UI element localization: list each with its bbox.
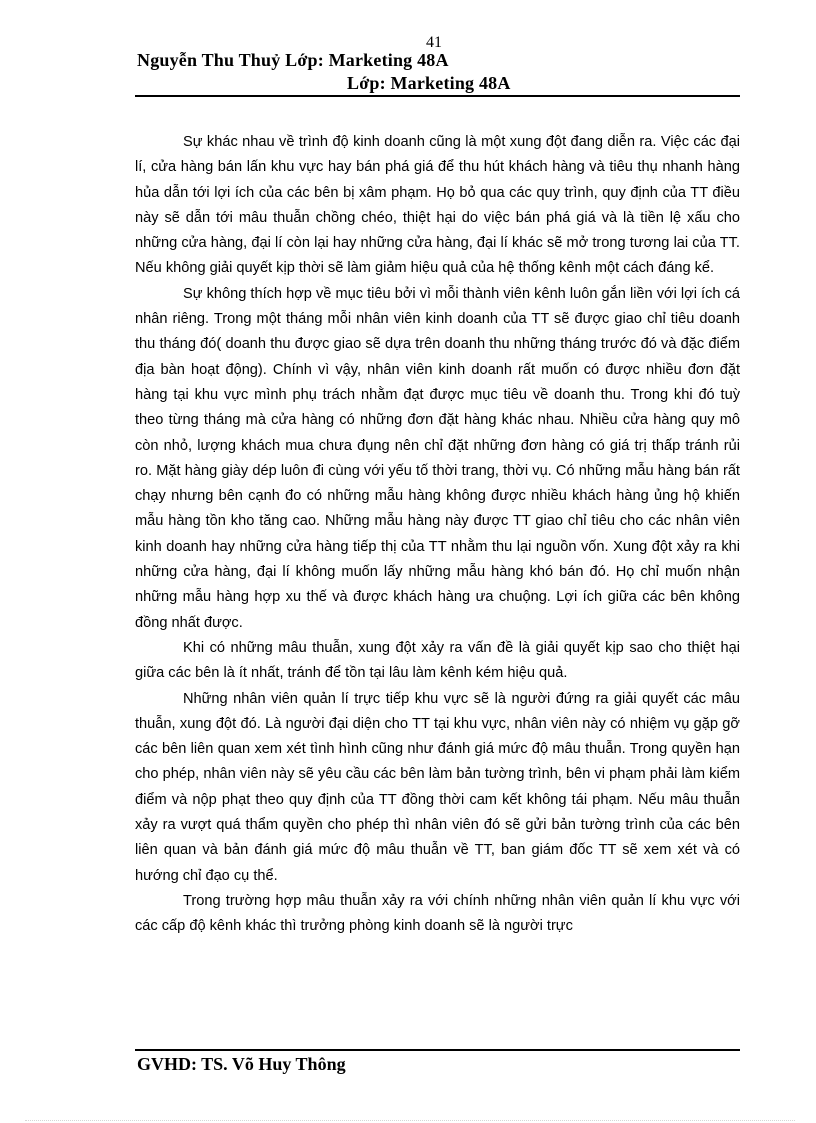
footer-divider — [135, 1049, 740, 1051]
header-class: Lớp: Marketing 48A — [347, 73, 511, 93]
paragraph-5: Trong trường hợp mâu thuẫn xảy ra với chính những nhân viên quản lí khu vực với các cấp độ kênh khác thì trưởng phòng kinh doanh sẽ là người trực — [135, 892, 740, 935]
paragraph-4: Những nhân viên quản lí trực tiếp khu vực sẽ là người đứng ra giải quyết các mâu thuẫn, xung đột đó. Là người đại diện cho TT tại khu vực, nhân viên này có nhiệm vụ gặp gỡ các bên liên quan xem xét tình hình cũng như đánh giá mức độ mâu thuẫn. Trong quyền hạn cho phép, nhân viên này sẽ yêu cầu các bên làm bản tường trình, bên vi phạm phải làm kiểm điểm và nộp phạt theo quy định của TT đồng thời cam kết không tái phạm. Nếu mâu thuẫn xảy ra vượt quá thẩm quyền cho phép thì nhân viên đó sẽ gửi bản tường trình của các bên liên quan và bản đánh giá mức độ mâu thuẫn về TT, ban giám đốc TT sẽ xem xét và có hướng chỉ đạo cụ thể. — [135, 690, 740, 884]
paragraph-3: Khi có những mâu thuẫn, xung đột xảy ra vấn đề là giải quyết kịp sao cho thiệt hại giữa các bên là ít nhất, tránh để tồn tại lâu làm kênh kém hiệu quả. — [135, 639, 740, 682]
document-body — [135, 130, 740, 940]
paragraph-2: Sự không thích hợp về mục tiêu bởi vì mỗi thành viên kênh luôn gắn liền với lợi ích cá nhân riêng. Trong một tháng mỗi nhân viên kinh doanh của TT sẽ được giao chỉ tiêu doanh thu tháng đó( doanh thu được giao sẽ dựa trên doanh thu những tháng trước đó và đặc điểm địa bàn hoạt động). Chính vì vậy, nhân viên kinh doanh rất muốn có được nhiều đơn đặt hàng tại khu vực mình phụ trách nhằm đạt được mục tiêu về doanh thu. Trong khi đó tuỳ theo từng tháng mà cửa hàng có những đơn đặt hàng khác nhau. Nhiều cửa hàng quy mô còn nhỏ, lượng khách mua chưa đụng nên chỉ đặt những đơn hàng có giá trị thấp tránh rủi ro. Mặt hàng giày dép luôn đi cùng với yếu tố thời trang, thời vụ. Có những mẫu hàng bán rất chạy nhưng bên cạnh đo có những mẫu hàng không được nhiều khách hàng ủng hộ khiến mẫu hàng tồn kho tăng cao. Những mẫu hàng này được TT giao chỉ tiêu cho các nhân viên kinh doanh hay những cửa hàng tiếp thị của TT nhằm thu lại nguồn vốn. Xung đột xảy ra khi những cửa hàng, đại lí không muốn lấy những mẫu hàng khó bán đó. Họ chỉ muốn nhận những mẫu hàng hợp xu thế và được khách hàng ưa chuộng. Lợi ích giữa các bên không đồng nhất được. — [135, 285, 740, 631]
header-divider — [135, 95, 740, 97]
footer-supervisor: GVHD: TS. Võ Huy Thông — [137, 1054, 346, 1074]
paragraph-1: Sự khác nhau về trình độ kinh doanh cũng là một xung đột đang diễn ra. Việc các đại lí, cửa hàng bán lấn khu vực hay bán phá giá để thu hút khách hàng và tiêu thụ nhanh hàng hủa dẫn tới lợi ích của các bên bị xâm phạm. Họ bỏ qua các quy trình, quy định của TT điều này sẽ dẫn tới mâu thuẫn chồng chéo, thiệt hại do việc bán phá giá và là tiền lệ xấu cho những cửa hàng, đại lí còn lại hay những cửa hàng, đại lí khác sẽ mở trong tương lai của TT. Nếu không giải quyết kịp thời sẽ làm giảm hiệu quả của hệ thống kênh một cách đáng kể. — [135, 134, 740, 277]
header-author-class: Nguyễn Thu Thuỷ Lớp: Marketing 48A — [137, 50, 449, 70]
page-number: 41 — [426, 34, 442, 51]
page-bottom-border — [25, 1120, 795, 1121]
